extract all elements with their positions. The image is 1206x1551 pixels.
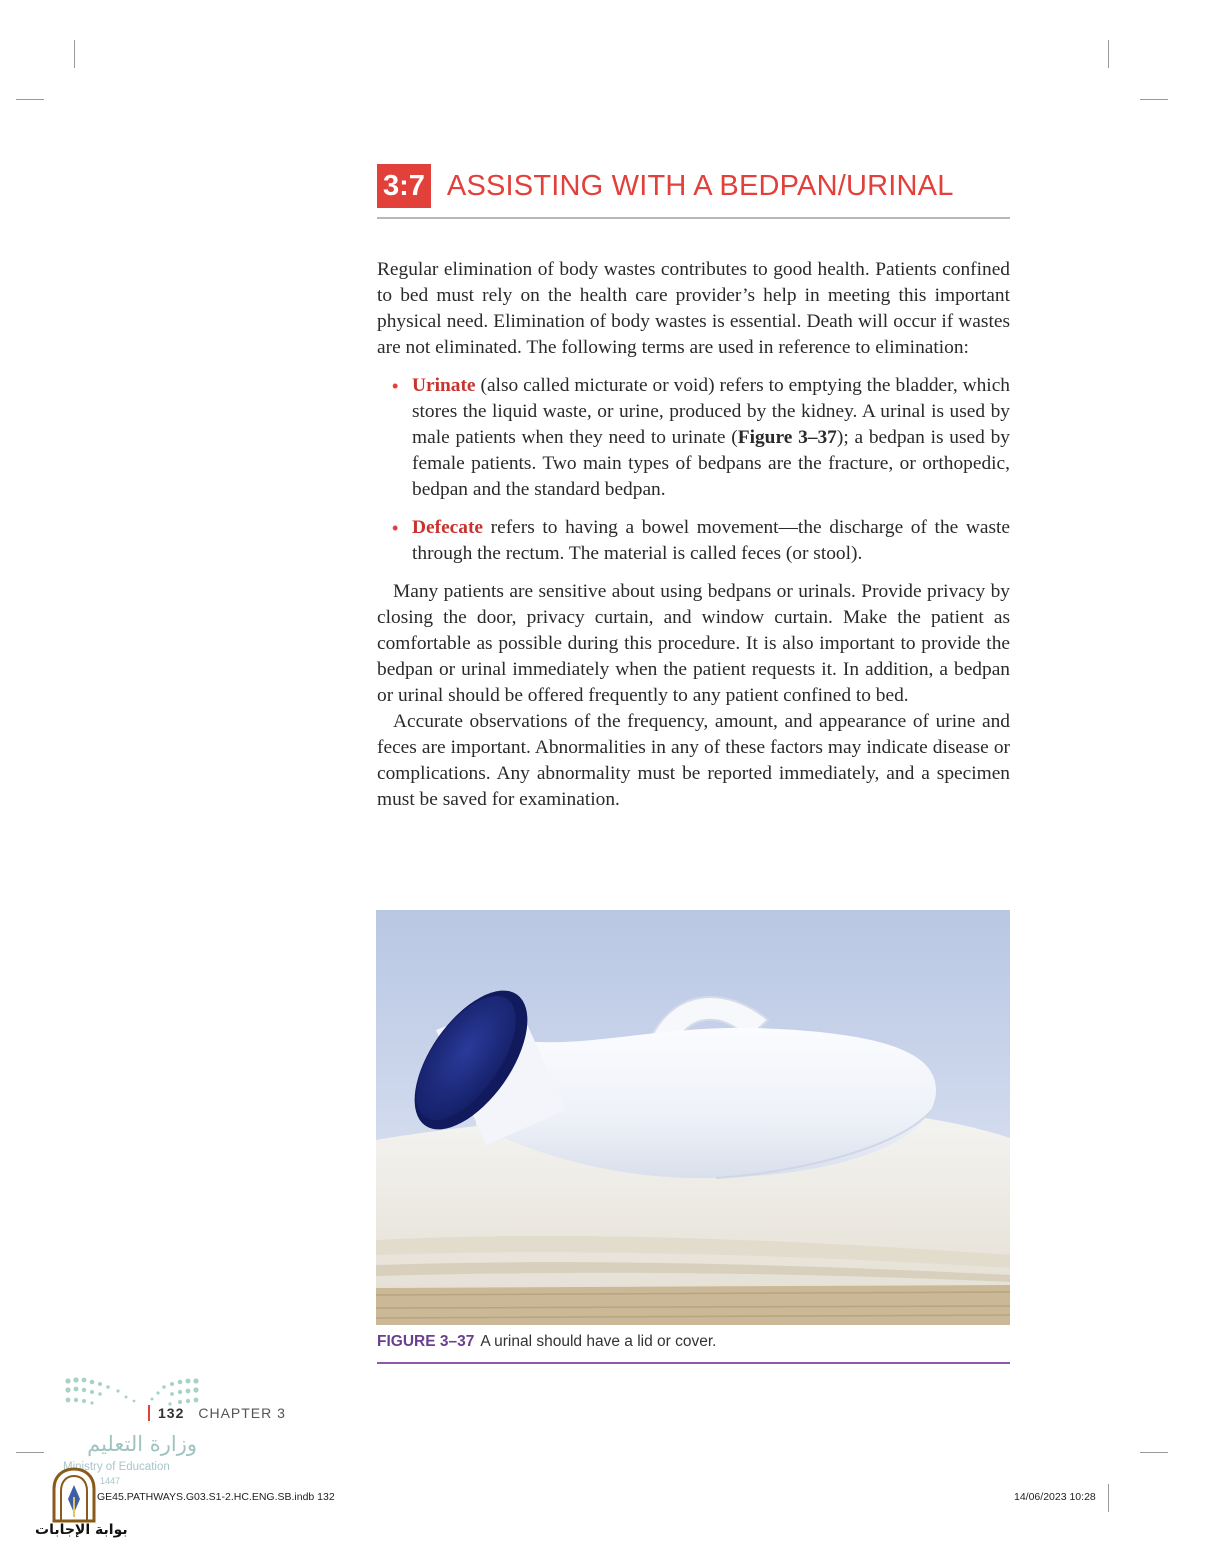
- site-name-arabic: بوابة الإجابات: [35, 1522, 128, 1538]
- caption-rule: [377, 1362, 1010, 1364]
- term-defecate: Defecate: [412, 517, 484, 538]
- crop-mark: [16, 99, 44, 100]
- figure-caption: [377, 1333, 1010, 1351]
- page-number: 132: [158, 1405, 185, 1421]
- body-paragraph: Accurate observations of the frequency, amount, and appearance of urine and feces are important. Abnormalities in any of these factors may indicate disease or complications. Any abnormality must be reported immediately, and a specimen must be saved for examination.: [377, 711, 1010, 810]
- heading-rule: [377, 217, 1010, 219]
- portal-emblem-icon: [50, 1467, 98, 1523]
- crop-mark: [1140, 1452, 1168, 1453]
- bullet-icon: •: [392, 518, 399, 538]
- crop-mark: [1108, 40, 1109, 68]
- bullet-icon: •: [392, 376, 399, 396]
- slug-timestamp: 14/06/2023 10:28: [1014, 1491, 1096, 1503]
- crop-mark: [74, 40, 75, 68]
- intro-paragraph: Regular elimination of body wastes contributes to good health. Patients confined to bed must rely on the health care provider’s help in meeting this important physical need. Elimination of body wastes is essential. Death will occur if wastes are not eliminated. The following terms are used in reference to elimination:: [377, 259, 1010, 358]
- urinal-illustration: [376, 910, 1010, 1325]
- section-title: ASSISTING WITH A BEDPAN/URINAL: [446, 170, 954, 202]
- page-content: [377, 164, 1010, 813]
- slug-filename: GE45.PATHWAYS.G03.S1-2.HC.ENG.SB.indb 132: [97, 1491, 335, 1503]
- section-number: 3:7: [377, 164, 431, 208]
- section-heading: [377, 164, 1010, 208]
- figure-label: FIGURE 3–37: [377, 1333, 475, 1350]
- list-item: [392, 373, 1011, 503]
- term-text: ); a bedpan is used by female patients. Two main types of bedpans are the fracture, or orthopedic, bedpan and the standard bedpan.: [412, 427, 1011, 500]
- caption-text: A urinal should have a lid or cover.: [480, 1333, 717, 1350]
- urinal-photo: [376, 910, 1010, 1325]
- term-text: refers to having a bowel movement—the discharge of the waste through the rectum. The material is called feces (or stool).: [412, 517, 1010, 564]
- terms-list: [377, 373, 1010, 567]
- chapter-label: CHAPTER 3: [198, 1405, 286, 1421]
- term-text: (also called micturate or void) refers to emptying the bladder, which stores the liquid waste, or urine, produced by the kidney. A urinal is used by male patients when they need to urinate (: [412, 375, 1010, 448]
- page-folio: [148, 1405, 286, 1421]
- ministry-arabic: وزارة التعليم: [87, 1432, 197, 1456]
- ministry-english: Ministry of Education: [63, 1461, 170, 1473]
- crop-mark: [16, 1452, 44, 1453]
- term-urinate: Urinate: [412, 375, 476, 396]
- crop-mark: [1140, 99, 1168, 100]
- body-paragraph: Many patients are sensitive about using bedpans or urinals. Provide privacy by closing the door, privacy curtain, and window curtain. Make the patient as comfortable as possible during this procedure. It is also important to provide the bedpan or urinal immediately when the patient requests it. In addition, a bedpan or urinal should be offered frequently to any patient confined to bed.: [377, 581, 1010, 706]
- list-item: [392, 515, 1010, 567]
- folio-bar: [148, 1405, 150, 1421]
- figure-reference: Figure 3–37: [737, 427, 837, 448]
- ministry-year: 1447: [100, 1476, 121, 1486]
- crop-mark: [1108, 1484, 1109, 1512]
